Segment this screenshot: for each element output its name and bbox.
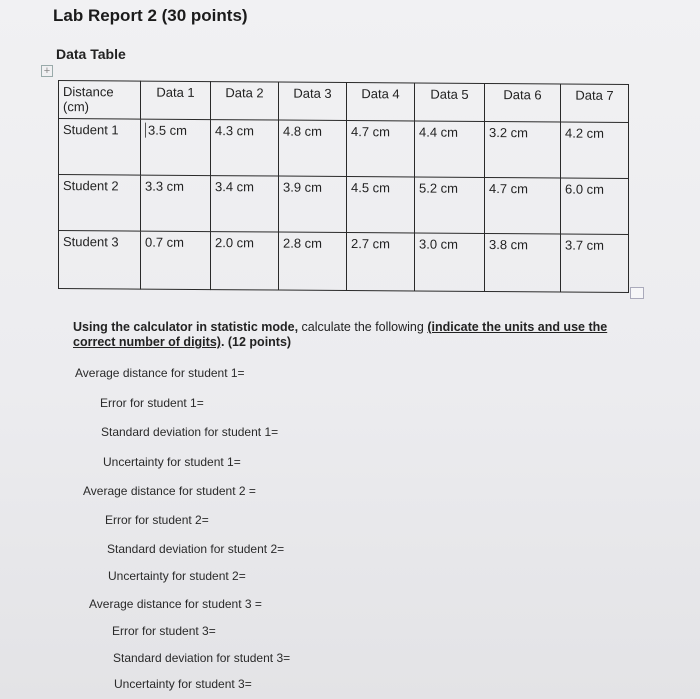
table-cell[interactable] (141, 119, 211, 175)
table-cell[interactable]: 4.7 cm (347, 121, 415, 177)
instructions-text: calculate the following (298, 320, 428, 334)
question-line[interactable]: Standard deviation for student 3= (113, 651, 291, 665)
row-label[interactable]: Student 1 (59, 119, 141, 176)
question-line[interactable]: Average distance for student 1= (75, 366, 245, 380)
table-header-cell[interactable]: Data 2 (211, 82, 279, 120)
table-header-cell[interactable]: Data 4 (347, 83, 415, 121)
table-cell[interactable]: 2.8 cm (279, 232, 347, 290)
table-cell[interactable]: 2.7 cm (347, 233, 415, 291)
table-cell[interactable]: 5.2 cm (415, 177, 485, 233)
table-cell-value: 3.5 cm (145, 123, 187, 138)
table-row (59, 119, 629, 179)
table-cell[interactable]: 6.0 cm (561, 178, 629, 234)
instructions-underlined: (indicate the units and use the correct number of digits) (73, 320, 608, 349)
table-header-cell[interactable]: Data 6 (485, 83, 561, 122)
table-row (59, 175, 629, 235)
question-line[interactable]: Average distance for student 2 = (83, 484, 256, 498)
question-line[interactable]: Error for student 1= (100, 396, 204, 410)
row-label[interactable]: Student 2 (59, 175, 141, 232)
question-line[interactable]: Uncertainty for student 2= (108, 569, 246, 583)
table-cell[interactable]: 3.9 cm (279, 176, 347, 232)
table-move-handle-icon[interactable]: + (41, 65, 53, 77)
table-cell[interactable]: 0.7 cm (141, 231, 211, 289)
question-line[interactable]: Error for student 2= (105, 513, 209, 527)
table-header-cell[interactable]: Distance (cm) (59, 81, 141, 120)
table-cell[interactable]: 3.4 cm (211, 176, 279, 232)
question-line[interactable]: Error for student 3= (112, 624, 216, 638)
table-cell[interactable]: 3.3 cm (141, 175, 211, 231)
question-line[interactable]: Standard deviation for student 1= (101, 425, 279, 439)
table-header-row (59, 81, 629, 123)
table-resize-handle-icon[interactable] (630, 287, 644, 299)
instructions-bold: Using the calculator in statistic mode, (73, 320, 299, 334)
question-line[interactable]: Average distance for student 3 = (89, 597, 262, 611)
table-header-cell[interactable]: Data 7 (561, 84, 629, 122)
page-title: Lab Report 2 (30 points) (53, 6, 248, 25)
table-cell[interactable]: 4.4 cm (415, 121, 485, 177)
table-cell[interactable]: 4.3 cm (211, 120, 279, 176)
question-line[interactable]: Uncertainty for student 3= (114, 677, 252, 691)
question-line[interactable]: Uncertainty for student 1= (103, 455, 241, 469)
data-table (58, 80, 629, 293)
question-line[interactable]: Standard deviation for student 2= (107, 542, 285, 556)
table-cell[interactable]: 4.8 cm (279, 120, 347, 176)
instructions-paragraph (73, 320, 633, 350)
section-title: Data Table (56, 46, 126, 62)
table-cell[interactable]: 3.8 cm (485, 233, 561, 292)
table-cell[interactable]: 4.5 cm (347, 177, 415, 233)
row-label[interactable]: Student 3 (59, 231, 141, 290)
instructions-points: . (12 points) (220, 335, 292, 349)
table-header-cell[interactable]: Data 5 (415, 83, 485, 121)
table-cell[interactable]: 3.0 cm (415, 233, 485, 291)
table-cell[interactable]: 3.7 cm (561, 234, 629, 292)
table-cell[interactable]: 4.2 cm (561, 122, 629, 178)
table-cell[interactable]: 3.2 cm (485, 121, 561, 178)
table-cell[interactable]: 2.0 cm (211, 232, 279, 290)
table-header-cell[interactable]: Data 1 (141, 81, 211, 119)
table-row (59, 231, 629, 293)
table-cell[interactable]: 4.7 cm (485, 177, 561, 234)
table-header-cell[interactable]: Data 3 (279, 82, 347, 120)
